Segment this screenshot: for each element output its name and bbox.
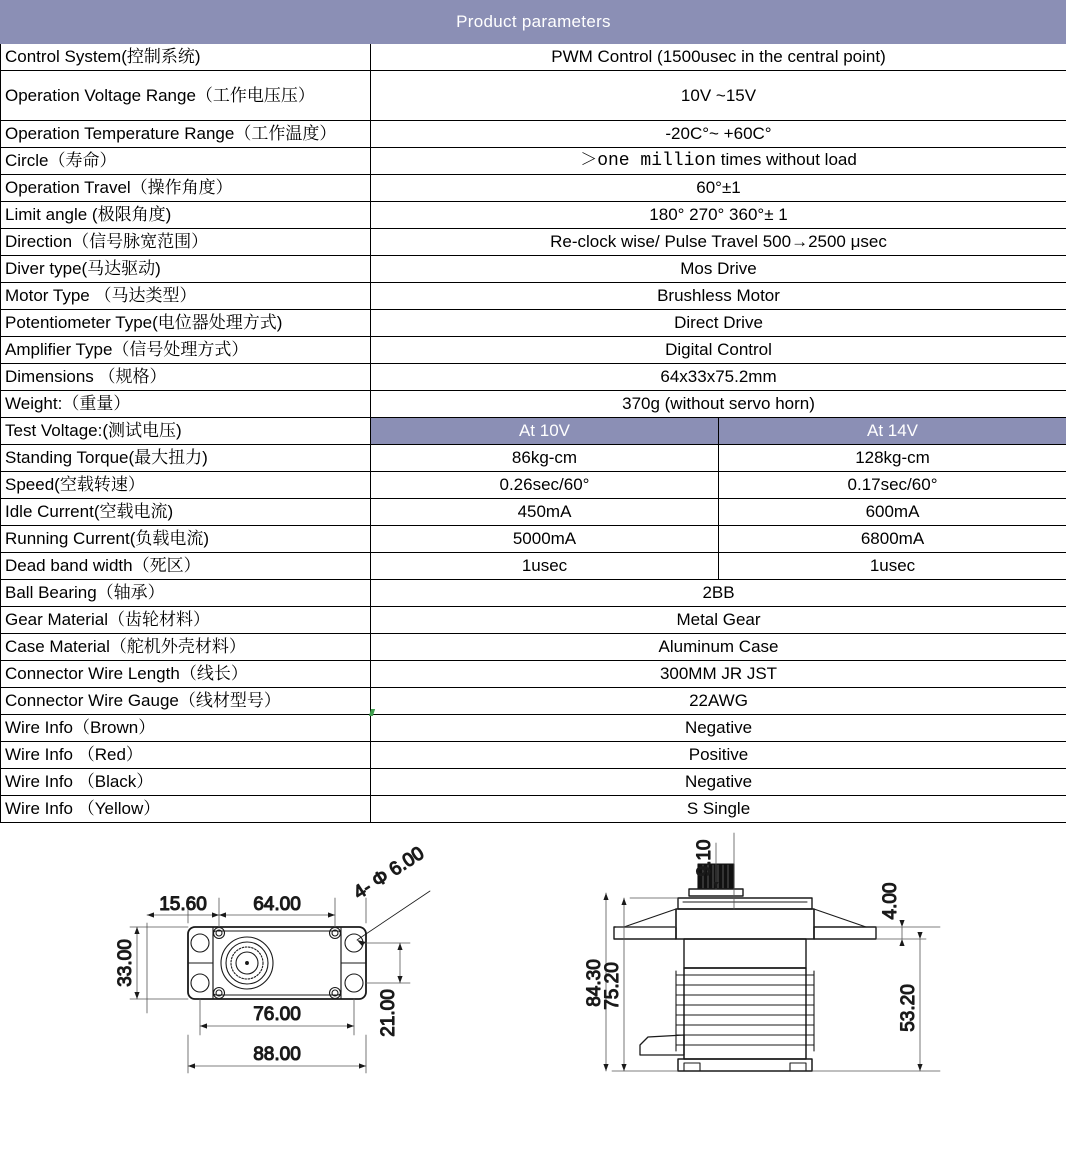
table-row xyxy=(1,769,1066,796)
table-row xyxy=(1,607,1066,634)
cell-at-10v: 1usec xyxy=(371,553,719,580)
hole-callout-4-phi-6: 4- Φ 6.00 xyxy=(349,842,429,904)
dim-21-00: 21.00 xyxy=(378,989,399,1037)
side-view-drawing xyxy=(614,864,876,1071)
table-row xyxy=(1,472,1066,499)
drawings-svg xyxy=(0,823,1066,1123)
table-row xyxy=(1,256,1066,283)
table-row xyxy=(1,148,1066,175)
cell-at-10v: 86kg-cm xyxy=(371,445,719,472)
row-value: Positive xyxy=(371,742,1066,769)
row-label: Operation Travel（操作角度） xyxy=(1,175,371,202)
row-label: Direction（信号脉宽范围） xyxy=(1,229,371,256)
row-value: Negative xyxy=(371,715,1066,742)
dim-33-00: 33.00 xyxy=(115,939,136,987)
table-row xyxy=(1,283,1066,310)
row-value: 60°±1 xyxy=(371,175,1066,202)
row-label: Wire Info （Black） xyxy=(1,769,371,796)
table-row xyxy=(1,310,1066,337)
row-label: Connector Wire Gauge（线材型号） xyxy=(1,688,371,715)
table-row xyxy=(1,364,1066,391)
row-value: Mos Drive xyxy=(371,256,1066,283)
cell-at-10v: 450mA xyxy=(371,499,719,526)
value-prefix: ＞ xyxy=(580,150,598,170)
row-label: Potentiometer Type(电位器处理方式) xyxy=(1,310,371,337)
row-value: 370g (without servo horn) xyxy=(371,391,1066,418)
dim-76-00: 76.00 xyxy=(253,1004,301,1025)
table-row xyxy=(1,526,1066,553)
row-value: 64x33x75.2mm xyxy=(371,364,1066,391)
row-value: 300MM JR JST xyxy=(371,661,1066,688)
page-title: Product parameters xyxy=(1,1,1066,44)
row-value: 10V ~15V xyxy=(371,71,1066,121)
row-label: Control System(控制系统) xyxy=(1,44,371,71)
row-value: 2BB xyxy=(371,580,1066,607)
cell-at-10v: 0.26sec/60° xyxy=(371,472,719,499)
cell-at-14v: 128kg-cm xyxy=(719,445,1066,472)
row-label: Motor Type （马达类型） xyxy=(1,283,371,310)
dim-4-00: 4.00 xyxy=(880,882,901,920)
row-value: Brushless Motor xyxy=(371,283,1066,310)
table-row xyxy=(1,71,1066,121)
row-label: Circle（寿命） xyxy=(1,148,371,175)
row-value xyxy=(371,148,1066,175)
row-label: Standing Torque(最大扭力) xyxy=(1,445,371,472)
table-row xyxy=(1,634,1066,661)
row-label: Gear Material（齿轮材料） xyxy=(1,607,371,634)
table-row xyxy=(1,337,1066,364)
dim-64-00: 64.00 xyxy=(253,894,301,915)
row-label: Operation Voltage Range（工作电压压） xyxy=(1,71,371,121)
dim-15-60: 15.60 xyxy=(159,894,207,915)
value-mono: one million xyxy=(597,151,717,172)
cell-at-10v: 5000mA xyxy=(371,526,719,553)
row-value: Metal Gear xyxy=(371,607,1066,634)
row-label: Amplifier Type（信号处理方式） xyxy=(1,337,371,364)
table-row xyxy=(1,688,1066,715)
table-title-row xyxy=(1,1,1066,44)
table-row xyxy=(1,175,1066,202)
row-value: -20C°~ +60C° xyxy=(371,121,1066,148)
table-row xyxy=(1,391,1066,418)
dim-75-20: 75.20 xyxy=(602,962,623,1010)
row-label: Wire Info （Red） xyxy=(1,742,371,769)
row-value: Digital Control xyxy=(371,337,1066,364)
row-label: Test Voltage:(测试电压) xyxy=(1,418,371,445)
row-label: Case Material（舵机外壳材料） xyxy=(1,634,371,661)
column-header-at-14v: At 14V xyxy=(719,418,1066,445)
row-label: Ball Bearing（轴承） xyxy=(1,580,371,607)
table-row xyxy=(1,742,1066,769)
top-view-drawing xyxy=(188,927,366,999)
column-header-at-10v: At 10V xyxy=(371,418,719,445)
row-value: Negative xyxy=(371,769,1066,796)
table-row xyxy=(1,661,1066,688)
cell-at-14v: 600mA xyxy=(719,499,1066,526)
row-value: Direct Drive xyxy=(371,310,1066,337)
row-label: Wire Info（Brown） xyxy=(1,715,371,742)
row-label: Idle Current(空载电流) xyxy=(1,499,371,526)
table-row xyxy=(1,499,1066,526)
table-row xyxy=(1,580,1066,607)
table-row xyxy=(1,445,1066,472)
table-row xyxy=(1,553,1066,580)
dim-53-20: 53.20 xyxy=(898,984,919,1032)
row-value: 22AWG xyxy=(371,688,1066,715)
row-label: Weight:（重量） xyxy=(1,391,371,418)
row-value: PWM Control (1500usec in the central point) xyxy=(371,44,1066,71)
row-label: Diver type(马达驱动) xyxy=(1,256,371,283)
cell-at-14v: 1usec xyxy=(719,553,1066,580)
test-voltage-header-row xyxy=(1,418,1066,445)
dim-9-10: 9.10 xyxy=(694,839,715,877)
row-label: Dimensions （规格） xyxy=(1,364,371,391)
table-row xyxy=(1,121,1066,148)
row-label: Wire Info （Yellow） xyxy=(1,796,371,823)
row-label: Running Current(负载电流) xyxy=(1,526,371,553)
row-label: Connector Wire Length（线长） xyxy=(1,661,371,688)
table-row xyxy=(1,715,1066,742)
row-value: S Single xyxy=(371,796,1066,823)
technical-drawings xyxy=(0,823,1066,1123)
row-label: Speed(空载转速） xyxy=(1,472,371,499)
table-row xyxy=(1,229,1066,256)
table-row xyxy=(1,202,1066,229)
cell-at-14v: 0.17sec/60° xyxy=(719,472,1066,499)
dim-88-00: 88.00 xyxy=(253,1044,301,1065)
row-value: 180° 270° 360°± 1 xyxy=(371,202,1066,229)
table-row xyxy=(1,44,1066,71)
row-label: Dead band width（死区） xyxy=(1,553,371,580)
value-suffix: times without load xyxy=(716,150,857,170)
cell-at-14v: 6800mA xyxy=(719,526,1066,553)
row-label: Operation Temperature Range（工作温度） xyxy=(1,121,371,148)
dim-84-30: 84.30 xyxy=(584,959,605,1007)
row-value: Aluminum Case xyxy=(371,634,1066,661)
row-label: Limit angle (极限角度) xyxy=(1,202,371,229)
row-value: Re-clock wise/ Pulse Travel 500→2500 μsec xyxy=(371,229,1066,256)
table-row xyxy=(1,796,1066,823)
